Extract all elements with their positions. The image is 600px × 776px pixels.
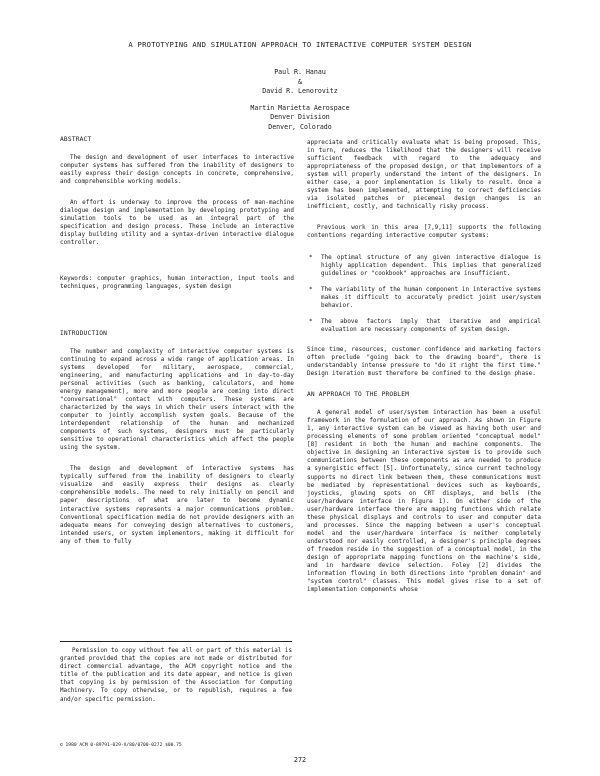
approach-paragraph-1: A general model of user/system interaction has been a useful framework in the formulation of our approach. As shown in Figure 1, any interactive system can be viewed as having both user and processing elements of some problem oriented "conceptual model" [8] resident in both the human and machine components. The objective in designing an interactive system is to provide such communications between these components as are needed to produce a synergistic effect [5]. Unfortunately, since current technology supports no direct link between them, these communications must be mediated by representational devices such as keyboards, joysticks, glowing spots on CRT displays, and bells (the user/hardware interface in Figure 1). On either side of the user/hardware interface there are mapping functions which relate these physical displays and controls to user and computer data and processes. Since the mapping between a user's conceptual model and the user/hardware interface is neither completely understood nor easily controlled, a designer's principle degrees of freedom reside in the suggestion of a conceptual model, in the design of appropriate mapping functions on the machine's side, and in hardware device selection. Foley [2] divides the information flowing in both directions into "problem domain" and "system control" classes. This model gives rise to a set of implementation components whose [307,409,541,594]
permission-notice [60,641,292,704]
abstract-heading: ABSTRACT [60,136,92,143]
copyright-line: © 1980 ACM 0-89791-029-X/80/0700-0272 $00.75 [60,743,182,748]
affiliation-org: Martin Marietta Aerospace [250,103,350,112]
author-block [0,68,600,133]
author-separator: & [298,77,302,86]
abstract-paragraph-1: The design and development of user interfaces to interactive computer systems has suffered from the inability of designers to easily express their design concepts in concrete, comprehensive, and comprehensible working models. [60,154,294,186]
permission-text: Permission to copy without fee all or part of this material is granted provided that the copies are not made or distributed for direct commercial advantage, the ACM copyright notice and the title of the publication and its date appear, and notice is given that copying is by permission of the Association for Computing Machinery. To copy otherwise, or to republish, requires a fee and/or specific permission. [60,648,292,703]
author-1: Paul R. Hanau [274,68,326,76]
continued-paragraph-1: appreciate and critically evaluate what is being proposed. This, in turn, reduces the likelihood that the designers will receive sufficient feedback with regard to the adequacy and appropriateness of the proposed design, or that implementors of a system will properly understand the intent of the designers. In either case, a poor implementation is likely to result. Once a system has been implemented, attempting to correct deficiencies via isolated patches or piecemeal design changes is an inefficient, costly, and technically risky process. [307,139,541,211]
continued-paragraph-2: Previous work in this area [7,9,11] supports the following contentions regarding interactive computer systems: [307,224,541,240]
page-number: 272 [293,756,307,764]
introduction-paragraph-2: The design and development of interactive systems has typically suffered from the inability of designers to clearly visualize and easily express their designs as clearly comprehensible models. The need to rely initially on pencil and paper descriptions of what are later to become dynamic interactive systems represents a major communications problem. Conventional specification media do not provide designers with an adequate means for conveying design alternatives to customers, intended users, or system implementors, making it difficult for any of them to fully [60,465,294,545]
abstract-paragraph-2: An effort is underway to improve the process of man-machine dialogue design and implementation by developing prototyping and simulation tools to be used as an integral part of the specification and design process. These include an interactive display building utility and a syntax-driven interactive dialogue controller. [60,199,294,247]
right-column [307,139,541,607]
introduction-paragraph-1: The number and complexity of interactive computer systems is continuing to expand across a wide range of application areas. In systems developed for military, aerospace, commercial, engineering, and manufacturing applications and in day-to-day personal activities (such as banking, calculators, and home energy management), more and more people are coming into direct "conversational" contact with computers. These systems are characterized by the ways in which their users interact with the computer to jointly accomplish system goals. Because of the interdependent relationship of the human and mechanized components of such systems, designers must be particularly sensitive to operational characteristics which affect the people using the system. [60,347,294,452]
affiliation-location: Denver, Colorado [268,122,332,131]
list-item: * The optimal structure of any given interactive dialogue is highly application dependent. This implies that generalized guidelines or "cookbook" approaches are insufficient. [307,254,541,278]
author-2: David R. Lenorovitz [262,87,338,96]
affiliation-division: Denver Division [270,113,330,122]
introduction-heading: INTRODUCTION [60,329,108,337]
list-item: * The above factors imply that iterative and empirical evaluation are necessary components of system design. [307,318,541,334]
left-column [60,136,294,559]
paper-title: A PROTOTYPING AND SIMULATION APPROACH TO INTERACTIVE COMPUTER SYSTEM DESIGN [128,40,472,49]
keywords: Keywords: computer graphics, human interaction, input tools and techniques, programming languages, system design [60,274,294,290]
approach-heading: AN APPROACH TO THE PROBLEM [307,391,410,399]
list-item: * The variability of the human component in interactive systems makes it difficult to accurately predict joint user/system behavior. [307,286,541,310]
contentions-list [307,254,541,334]
continued-paragraph-3: Since time, resources, customer confidence and marketing factors often preclude "going back to the drawing board", there is understandably intense pressure to "do it right the first time." Design iteration must therefore be confined to the design phase. [307,345,541,378]
